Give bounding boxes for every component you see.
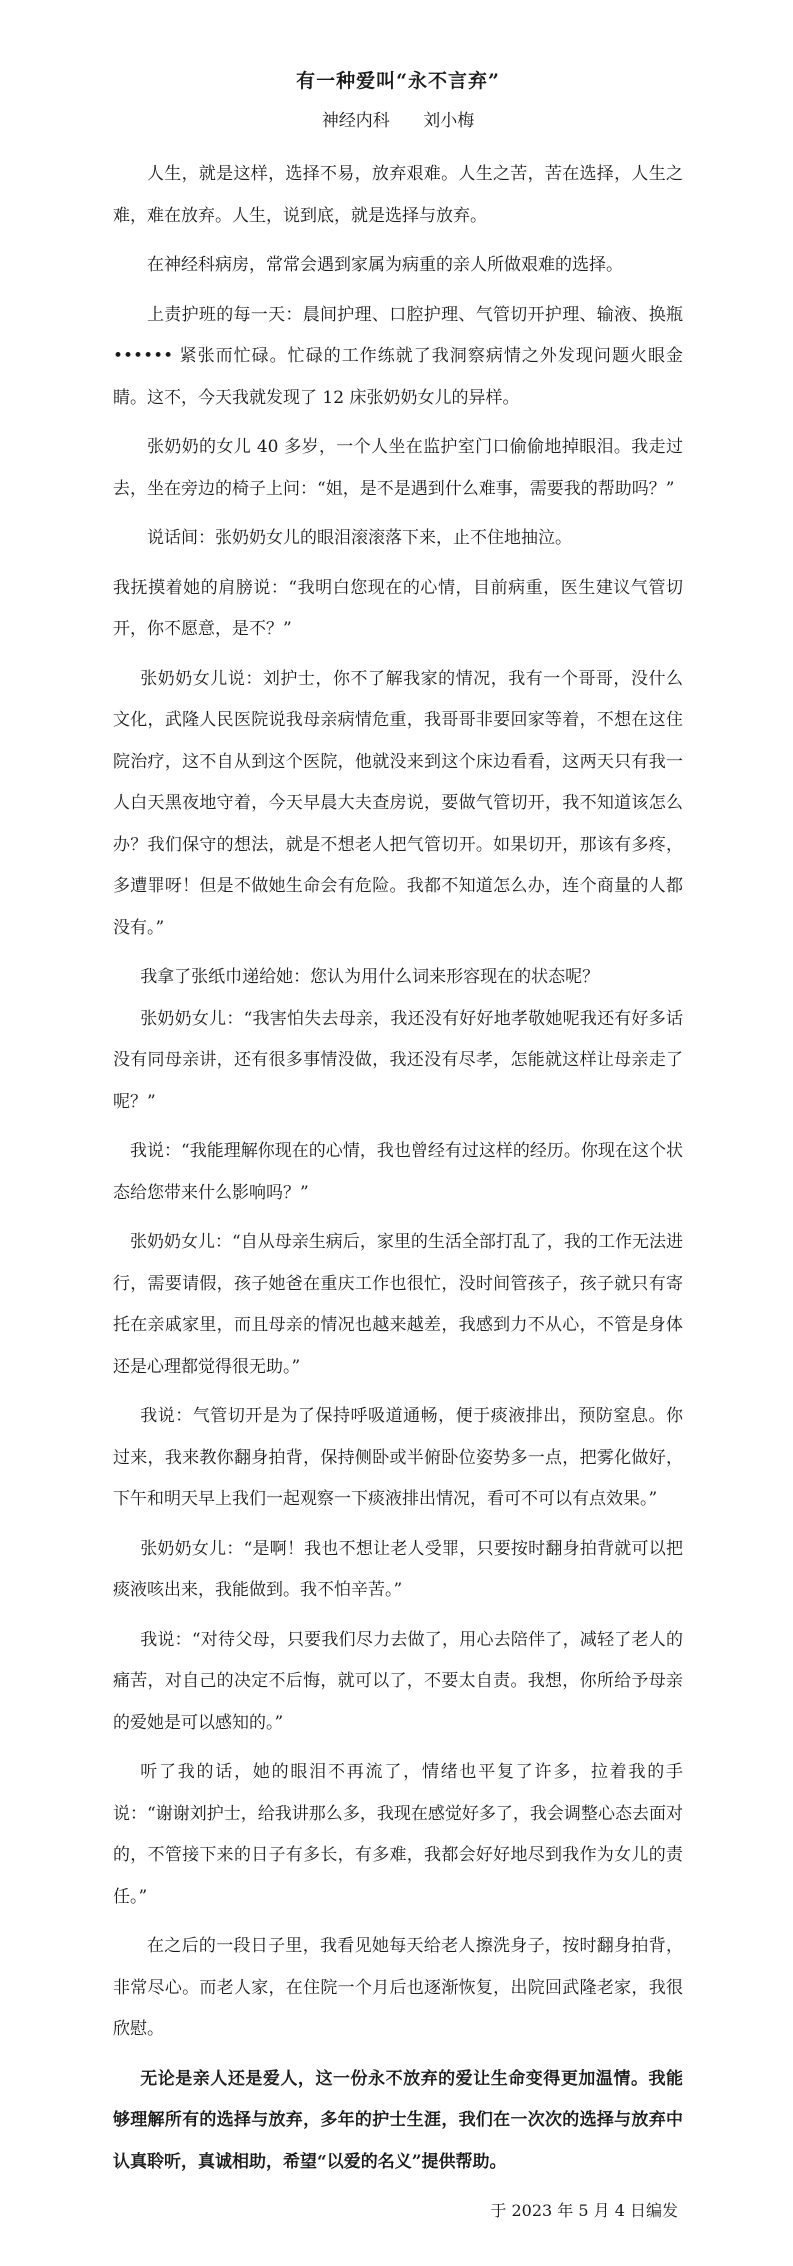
paragraph: 我拿了张纸巾递给她：您认为用什么词来形容现在的状态呢？ [140,967,600,987]
paragraph: 张奶奶女儿说：刘护士，你不了解我家的情况，我有一个哥哥，没什么文化，武隆人民医院说我母亲病情危重，我哥哥非要回家等着，不想在这住院治疗，这不自从到这个医院，他就没来到这个床边看看，这两天只有我一人白天黑夜地守着，今天早晨大夫查房说，要做气管切开，我不知道该怎么办？我们保守的想法，就是不想老人把气管切开。如果切开，那该有多疼，多遭罪呀！但是不做她生命会有危险。我都不知道怎么办，连个商量的人都没有。” [113,668,683,938]
paragraph: 张奶奶女儿：“自从母亲生病后，家里的生活全部打乱了，我的工作无法进行，需要请假，孩子她爸在重庆工作也很忙，没时间管孩子，孩子就只有寄托在亲戚家里，而且母亲的情况也越来越差，我感到力不从心，不管是身体还是心理都觉得很无助。” [113,1232,683,1377]
paragraph: 张奶奶女儿：“是啊！我也不想让老人受罪，只要按时翻身拍背就可以把痰液咳出来，我能做到。我不怕辛苦。” [113,1538,683,1600]
signoff-date: 于 2023 年 5 月 4 日编发 [490,2201,678,2220]
author-name: 刘小梅 [423,111,475,131]
closing-paragraph: 无论是亲人还是爱人，这一份永不放弃的爱让生命变得更加温情。我能够理解所有的选择与放弃，多年的护士生涯，我们在一次次的选择与放弃中认真聆听，真诚相助，希望“以爱的名义”提供帮助。 [113,2068,683,2172]
paragraph: 在之后的一段日子里，我看见她每天给老人擦洗身子，按时翻身拍背，非常尽心。而老人家，在住院一个月后也逐渐恢复，出院回武隆老家，我很欣慰。 [113,1936,683,2039]
paragraph: 我说：“对待父母，只要我们尽力去做了，用心去陪伴了，减轻了老人的痛苦，对自己的决定不后悔，就可以了，不要太自责。我想，你所给予母亲的爱她是可以感知的。” [113,1629,683,1733]
paragraph: 人生，就是这样，选择不易，放弃艰难。人生之苦，苦在选择，人生之难，难在放弃。人生，说到底，就是选择与放弃。 [113,164,683,226]
paragraph: 听了我的话，她的眼泪不再流了，情绪也平复了许多，拉着我的手说：“谢谢刘护士，给我讲那么多，我现在感觉好多了，我会调整心态去面对的，不管接下来的日子有多长，有多难，我都会好好地尽到我作为女儿的责任。” [113,1762,683,1907]
byline [113,104,683,138]
paragraph: 我说：气管切开是为了保持呼吸道通畅，便于痰液排出，预防窒息。你过来，我来教你翻身拍背，保持侧卧或半俯卧位姿势多一点，把雾化做好，下午和明天早上我们一起观察一下痰液排出情况，看可不可以有点效果。” [113,1406,683,1509]
paragraph: 我说：“我能理解你现在的心情，我也曾经有过这样的经历。你现在这个状态给您带来什么影响吗？” [113,1141,683,1203]
paragraph: 上责护班的每一天：晨间护理、口腔护理、气管切开护理、输液、换瓶 •••••• 紧张而忙碌。忙碌的工作练就了我洞察病情之外发现问题火眼金睛。这不，今天我就发现了 12 床张奶奶女儿的异样。 [113,304,683,408]
paragraph: 说话间：张奶奶女儿的眼泪滚滚落下来，止不住地抽泣。 [147,528,572,548]
paragraph: 在神经科病房，常常会遇到家属为病重的亲人所做艰难的选择。 [147,255,623,275]
paragraph: 我抚摸着她的肩膀说：“我明白您现在的心情，目前病重，医生建议气管切开，你不愿意，是不？” [113,577,683,639]
article-title: 有一种爱叫“永不言弃” [296,70,500,92]
department-label: 神经内科 [321,111,390,131]
paragraph: 张奶奶的女儿 40 多岁，一个人坐在监护室门口偷偷地掉眼泪。我走过去，坐在旁边的椅子上问：“姐，是不是遇到什么难事，需要我的帮助吗？” [113,437,683,499]
paragraph: 张奶奶女儿：“我害怕失去母亲，我还没有好好地孝敬她呢我还有好多话没有同母亲讲，还有很多事情没做，我还没有尽孝，怎能就这样让母亲走了呢？” [113,1008,683,1112]
